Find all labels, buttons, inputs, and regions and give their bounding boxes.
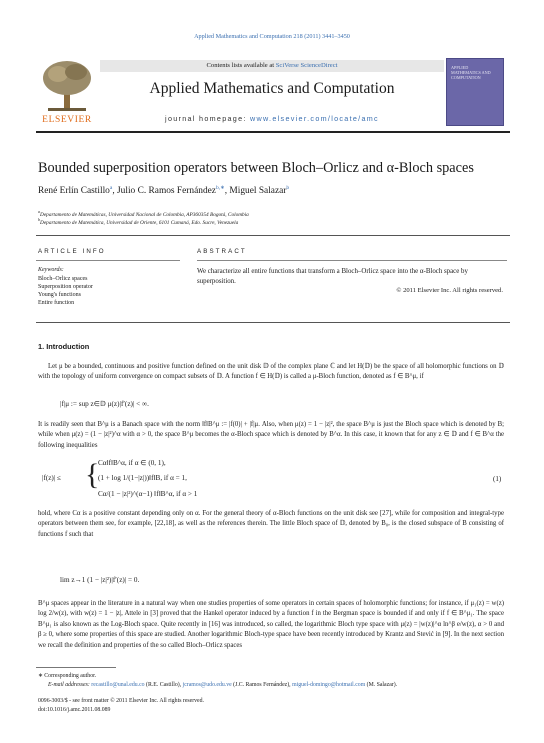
doi-line[interactable]: doi:10.1016/j.amc.2011.08.089 <box>38 707 111 713</box>
equation-1-lhs: |f(z)| ≤ <box>42 474 61 482</box>
email-link[interactable]: recastillo@unal.edu.co <box>91 682 145 688</box>
journal-cover-thumbnail <box>446 58 504 126</box>
keyword-item: Bloch–Orlicz spaces <box>38 276 88 282</box>
article-info-heading: ARTICLE INFO <box>38 248 106 255</box>
equation-1-case-1: Cα‖f‖B^α, if α ∈ (0, 1), <box>98 459 166 467</box>
journal-citation: Applied Mathematics and Computation 218 (2011) 3441–3450 <box>194 33 350 40</box>
homepage-link[interactable]: www.elsevier.com/locate/amc <box>249 114 379 123</box>
journal-title: Applied Mathematics and Computation <box>149 80 395 97</box>
equation-1-case-3: Cα/(1 − |z|²)^(α−1) ‖f‖B^α, if α > 1 <box>98 490 198 498</box>
author-list: René Erlín Castillo$^a$, Julio C. Ramos Fernández$^{b,∗}$, Miguel Salazar$^b$ <box>38 185 290 197</box>
abstract-bottom-rule <box>36 322 510 323</box>
banner-rule <box>36 131 510 133</box>
abstract-heading: ABSTRACT <box>197 248 247 255</box>
copyright-notice: © 2011 Elsevier Inc. All rights reserved. <box>396 287 503 294</box>
abstract-rule <box>197 260 507 261</box>
corresponding-author-note: ∗ Corresponding author. <box>38 673 97 679</box>
keywords-label: Keywords: <box>38 267 64 273</box>
contents-line: Contents lists available at SciVerse ScienceDirect <box>100 60 444 72</box>
affiliation-a: $^a$Departamento de Matemáticas, Universidad Nacional de Colombia, AP360354 Bogotá, Colombia <box>38 209 249 218</box>
equation-little-bloch: lim z→1 (1 − |z|²)|f′(z)| = 0. <box>60 576 140 584</box>
sciencedirect-link[interactable]: SciVerse ScienceDirect <box>275 62 338 69</box>
keyword-item: Young's functions <box>38 292 81 298</box>
affiliation-b: $^b$Departamento de Matemática, Universidad de Oriente, 6101 Cumaná, Edo. Sucre, Venezuela <box>38 217 239 226</box>
journal-homepage: journal homepage: www.elsevier.com/locate/amc <box>165 114 379 123</box>
equation-1-case-2: (1 + log 1/(1−|z|))‖f‖B, if α = 1, <box>98 474 187 482</box>
keyword-item: Superposition operator <box>38 284 93 290</box>
footnote-rule <box>36 667 116 668</box>
article-title: Bounded superposition operators between Bloch–Orlicz and α-Bloch spaces <box>38 160 474 176</box>
abstract-text: We characterize all entire functions that transform a Bloch–Orlicz space into the α-Bloch space by superposition. <box>197 268 468 285</box>
cover-title: APPLIED MATHEMATICS AND COMPUTATION <box>451 65 491 80</box>
publisher-name: ELSEVIER <box>42 115 92 125</box>
info-top-rule <box>36 235 510 236</box>
issn-line: 0096-3003/$ - see front matter © 2011 Elsevier Inc. All rights reserved. <box>38 698 204 704</box>
intro-paragraph-1: Let μ be a bounded, continuous and positive function defined on the unit disk 𝔻 of the complex plane ℂ and let H(𝔻) be the space of all holomorphic functions on 𝔻 with the topology of uniform convergence on compact subsets of 𝔻. A function f ∈ H(𝔻) is called a μ-Bloch function, denoted as f ∈ B^μ, if <box>38 363 504 381</box>
email-link[interactable]: miguel-domingo@hotmail.com <box>292 682 366 688</box>
info-rule <box>36 260 180 261</box>
intro-paragraph-4: B^μ spaces appear in the literature in a natural way when one studies properties of some operators in certain spaces of holomorphic functions; for instance, if μ₁(z) = w(z) log 2/w(z), with w(z) = 1 − |z|, Attele in [3] proved that the Hankel operator induced by a function f in the Bergman space is bounded if and only if f ∈ B^μ₁. The space B^μ₁ is also known as the Log-Bloch space. Quite recently in [16] was introduced, so called, the logarithmic Bloch type space with μ(z) = |w(z)|^α ln^β e/w(z), α > 0 and β ≥ 0, where some properties of this space are studied. Another logarithmic Bloch-type space have been recently introduced by Krantz and Stević in [9]. In the next section we recall the definition and properties of the so called Bloch–Orlicz spaces <box>38 600 504 649</box>
section-heading: 1. Introduction <box>38 342 90 351</box>
equation-mu-seminorm: |f|μ := sup z∈𝔻 μ(z)|f′(z)| < ∞. <box>60 400 149 408</box>
email-addresses: E-mail addresses: recastillo@unal.edu.co (R.E. Castillo), jcramos@udo.edu.ve (J.C. Ramos Fernández), miguel-domingo@hotmail.com (M. Salazar). <box>48 682 398 688</box>
equation-brace: { <box>85 458 100 491</box>
email-link[interactable]: jcramos@udo.edu.ve <box>182 682 232 688</box>
intro-paragraph-3: hold, where Cα is a positive constant depending only on α. For the general theory of α-Bloch functions on the unit disk see [27], while for composition and integral-type operators between them see, for example, [22,18], as well as the references therein. The little Bloch space of 𝔻, denoted by B₀, is the closed subspace of B consisting of functions f such that <box>38 510 504 538</box>
equation-number: (1) <box>493 475 502 483</box>
intro-paragraph-2: It is readily seen that B^μ is a Banach space with the norm ‖f‖B^μ := |f(0)| + |f|μ. Also, when μ(z) = 1 − |z|², the space B^μ is just the Bloch space which is denoted by B; while when μ(z) = (1 − |z|²)^α with α > 0, the space B^μ becomes the α-Bloch space which is denoted by B^α. In this case, it known that for any z ∈ 𝔻 and f ∈ B^α the following inequalities <box>38 421 504 449</box>
keyword-item: Entire function <box>38 300 75 306</box>
